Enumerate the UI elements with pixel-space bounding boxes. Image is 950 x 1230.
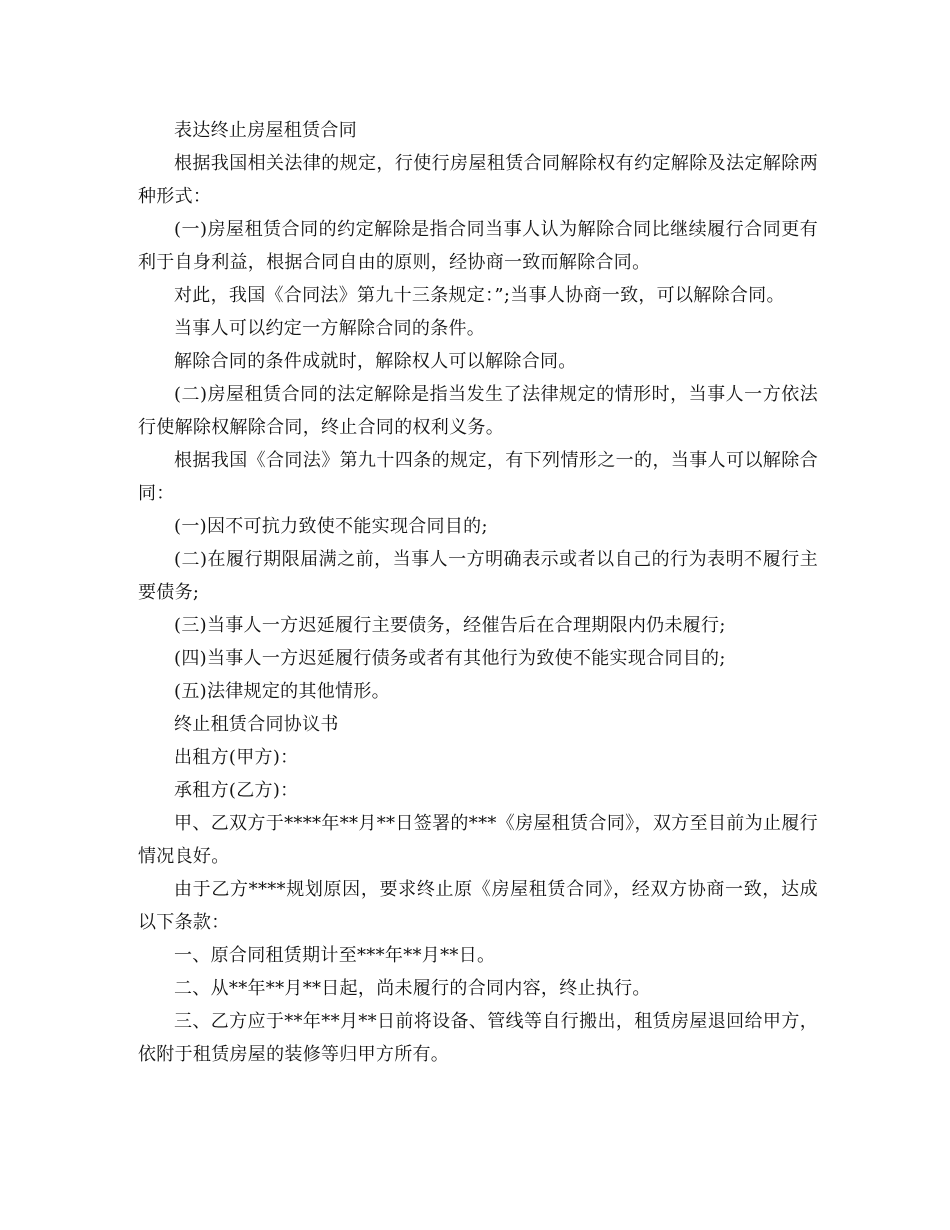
paragraph: 根据我国《合同法》第九十四条的规定，有下列情形之一的，当事人可以解除合同： [138,450,818,504]
document-title: 表达终止房屋租赁合同 [174,120,357,141]
list-item: (四)当事人一方迟延履行债务或者有其他行为致使不能实现合同目的; [174,648,726,669]
clause-item: 三、乙方应于**年**月**日前将设备、管线等自行搬出，租赁房屋退回给甲方，依附于租赁房屋的装修等归甲方所有。 [138,1011,818,1065]
document-body [138,114,818,1071]
list-item: (一)因不可抗力致使不能实现合同目的; [174,516,488,537]
paragraph: 甲、乙双方于****年**月**日签署的***《房屋租赁合同》，双方至目前为止履行情况良好。 [138,813,818,867]
paragraph: (一)房屋租赁合同的约定解除是指合同当事人认为解除合同比继续履行合同更有利于自身利益，根据合同自由的原则，经协商一致而解除合同。 [138,219,818,273]
list-item: (二)在履行期限届满之前，当事人一方明确表示或者以自己的行为表明不履行主要债务; [138,549,818,603]
lessee-field: 承租方(乙方)： [174,780,299,801]
section-heading: 终止租赁合同协议书 [174,714,339,735]
paragraph: 由于乙方****规划原因，要求终止原《房屋租赁合同》，经双方协商一致，达成以下条款： [138,879,818,933]
paragraph: 对此，我国《合同法》第九十三条规定：”;当事人协商一致，可以解除合同。 [174,285,785,306]
list-item: (五)法律规定的其他情形。 [174,681,390,702]
clause-item: 二、从**年**月**日起，尚未履行的合同内容，终止执行。 [174,978,651,999]
clause-item: 一、原合同租赁期计至***年**月**日。 [174,945,496,966]
list-item: (三)当事人一方迟延履行主要债务，经催告后在合理期限内仍未履行; [174,615,726,636]
paragraph: (二)房屋租赁合同的法定解除是指当发生了法律规定的情形时，当事人一方依法行使解除权解除合同，终止合同的权利义务。 [138,384,818,438]
paragraph: 当事人可以约定一方解除合同的条件。 [174,318,486,339]
paragraph: 根据我国相关法律的规定，行使行房屋租赁合同解除权有约定解除及法定解除两种形式： [138,153,818,207]
paragraph: 解除合同的条件成就时，解除权人可以解除合同。 [174,351,577,372]
lessor-field: 出租方(甲方)： [174,747,299,768]
